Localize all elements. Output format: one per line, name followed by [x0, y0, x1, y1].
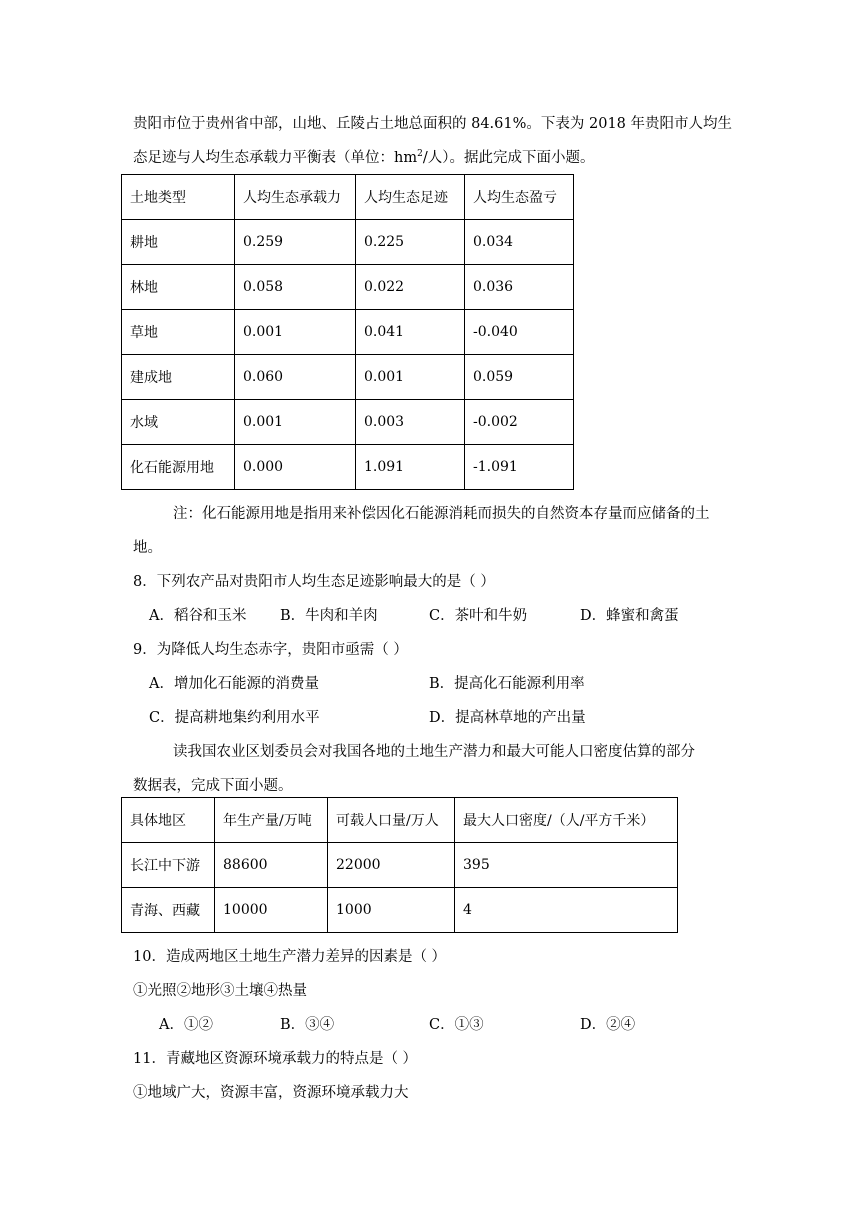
intro-line-2-a: 态足迹与人均生态承载力平衡表（单位：hm	[133, 150, 418, 166]
intro-2-line-1: 读我国农业区划委员会对我国各地的土地生产潜力和最大可能人口密度估算的部分	[173, 744, 695, 760]
question-10-stem: 10．造成两地区土地生产潜力差异的因素是（ ）	[133, 949, 447, 965]
table-header-cell: 人均生态盈亏	[465, 175, 574, 220]
table-row	[122, 400, 574, 445]
table-cell: 1000	[328, 888, 455, 933]
table-cell: 0.000	[235, 445, 356, 490]
intro-line-2	[133, 146, 594, 167]
table-cell: 0.041	[356, 310, 465, 355]
table-cell: 22000	[328, 843, 455, 888]
table-note-line-2: 地。	[133, 540, 162, 556]
table-cell: 0.034	[465, 220, 574, 265]
table-row	[122, 355, 574, 400]
table-cell: 青海、西藏	[122, 888, 215, 933]
table-cell: 0.001	[356, 355, 465, 400]
table-cell: 0.001	[235, 400, 356, 445]
table-cell: 88600	[215, 843, 328, 888]
q10-option-a: A．①②	[159, 1017, 213, 1033]
table-cell: 耕地	[122, 220, 235, 265]
q9-option-c: C．提高耕地集约利用水平	[149, 710, 320, 726]
table-cell: 水域	[122, 400, 235, 445]
q10-option-b: B．③④	[280, 1017, 335, 1033]
table-header-cell: 具体地区	[122, 798, 215, 843]
table-cell: 0.003	[356, 400, 465, 445]
table-cell: 395	[455, 843, 678, 888]
table-cell: 化石能源用地	[122, 445, 235, 490]
q8-option-c: C．茶叶和牛奶	[429, 608, 528, 624]
question-11-item-1: ①地域广大，资源丰富，资源环境承载力大	[133, 1085, 409, 1101]
table-row	[122, 888, 678, 933]
table-header-cell: 可载人口量/万人	[328, 798, 455, 843]
table-cell: 长江中下游	[122, 843, 215, 888]
table-cell: 4	[455, 888, 678, 933]
table-cell: 0.036	[465, 265, 574, 310]
q10-option-c: C．①③	[429, 1017, 484, 1033]
q8-option-d: D．蜂蜜和禽蛋	[580, 608, 679, 624]
table-cell: 0.225	[356, 220, 465, 265]
q9-option-b: B．提高化石能源利用率	[429, 676, 585, 692]
table-header-cell: 人均生态足迹	[356, 175, 465, 220]
q8-option-a: A．稻谷和玉米	[149, 608, 247, 624]
unit-superscript: 2	[417, 149, 423, 160]
q9-option-a: A．增加化石能源的消费量	[149, 676, 319, 692]
intro-2-line-2: 数据表，完成下面小题。	[133, 778, 293, 794]
table-cell: 0.059	[465, 355, 574, 400]
table-header-row	[122, 798, 678, 843]
table-cell: 林地	[122, 265, 235, 310]
table-header-cell: 年生产量/万吨	[215, 798, 328, 843]
table-header-cell: 最大人口密度/（人/平方千米）	[455, 798, 678, 843]
q10-option-d: D．②④	[580, 1017, 636, 1033]
table-cell: 建成地	[122, 355, 235, 400]
table-row	[122, 843, 678, 888]
table-cell: -1.091	[465, 445, 574, 490]
table-row	[122, 265, 574, 310]
table-cell: 草地	[122, 310, 235, 355]
question-10-items: ①光照②地形③土壤④热量	[133, 983, 307, 999]
question-9-stem: 9．为降低人均生态赤字，贵阳市亟需（ ）	[133, 642, 408, 658]
table-cell: 0.058	[235, 265, 356, 310]
table-header-cell: 人均生态承载力	[235, 175, 356, 220]
table-cell: -0.002	[465, 400, 574, 445]
table-header-row	[122, 175, 574, 220]
question-8-stem: 8．下列农产品对贵阳市人均生态足迹影响最大的是（ ）	[133, 574, 495, 590]
table-cell: -0.040	[465, 310, 574, 355]
question-11-stem: 11．青藏地区资源环境承载力的特点是（ ）	[133, 1051, 418, 1067]
intro-line-2-b: /人）。据此完成下面小题。	[422, 150, 595, 166]
q9-option-d: D．提高林草地的产出量	[429, 710, 586, 726]
table-row	[122, 310, 574, 355]
table-header-cell: 土地类型	[122, 175, 235, 220]
table-row	[122, 445, 574, 490]
intro-line-1: 贵阳市位于贵州省中部，山地、丘陵占土地总面积的 84.61%。下表为 2018 年贵阳市人均生	[133, 116, 733, 132]
table-cell: 0.259	[235, 220, 356, 265]
table-cell: 0.022	[356, 265, 465, 310]
table-cell: 1.091	[356, 445, 465, 490]
table-row	[122, 220, 574, 265]
land-potential-table	[121, 797, 678, 933]
table-cell: 0.060	[235, 355, 356, 400]
table-note-line-1: 注：化石能源用地是指用来补偿因化石能源消耗而损失的自然资本存量而应储备的土	[173, 506, 710, 522]
ecological-footprint-table	[121, 174, 574, 490]
q8-option-b: B．牛肉和羊肉	[280, 608, 378, 624]
table-cell: 0.001	[235, 310, 356, 355]
table-cell: 10000	[215, 888, 328, 933]
